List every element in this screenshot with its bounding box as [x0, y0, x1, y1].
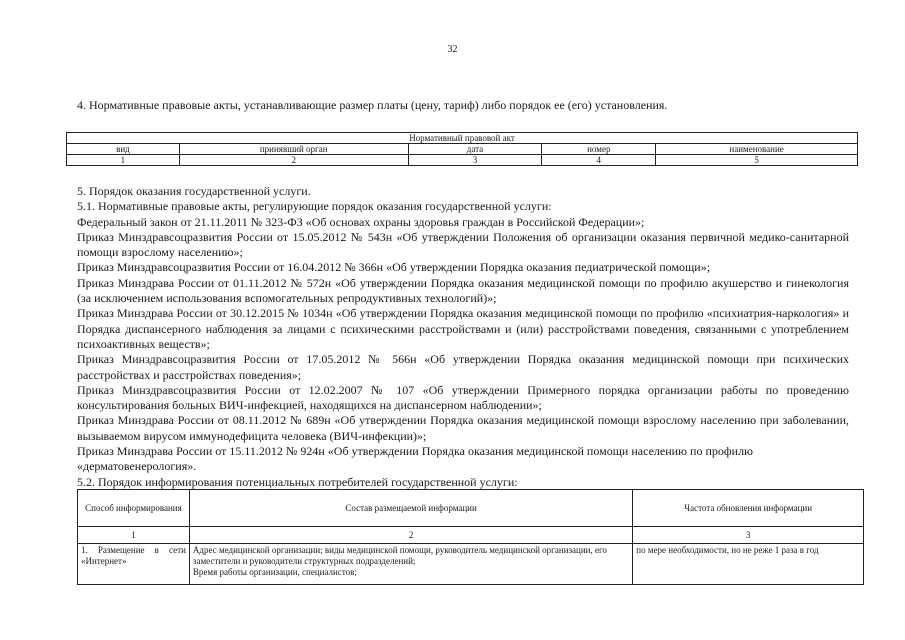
acts-table-number: 1 — [67, 155, 180, 166]
info-content-text-2: Время работы организации, специалистов; — [192, 567, 357, 577]
act-item: Приказ Минздравсоцразвития России от 15.05.2012 № 543н «Об утверждении Положения об организации оказания первичной медико-санитарной помощи взрослому населению»; — [77, 229, 849, 260]
acts-table — [66, 132, 858, 166]
act-item: Приказ Минздравсоцразвития России от 17.05.2012 № 566н «Об утверждении Порядка оказания медицинской помощи при психических расстройствах и расстройствах поведения»; — [77, 352, 849, 382]
table-row — [78, 544, 864, 585]
info-table-number: 2 — [189, 527, 632, 544]
info-content-text: Адрес медицинской организации; виды медицинской помощи, руководитель медицинской организации, его заместители и руководители структурных подразделений; — [192, 545, 607, 566]
act-item: Приказ Минздрава России от 15.11.2012 № 924н «Об утверждении Порядка оказания медицинской помощи населению по профилю «дерматовенерология». — [77, 444, 754, 474]
info-frequency-cell: по мере необходимости, но не реже 1 раза в год — [633, 544, 864, 585]
section5-heading: 5. Порядок оказания государственной услуги. — [77, 184, 311, 198]
acts-table-header: номер — [542, 144, 656, 155]
acts-table-header: наименование — [656, 144, 858, 155]
section4-heading: 4. Нормативные правовые акты, устанавливающие размер платы (цену, тариф) либо порядок ее (его) установления. — [77, 98, 668, 112]
page-number: 32 — [447, 44, 458, 55]
acts-table-header: принявший орган — [179, 144, 408, 155]
info-content-cell — [189, 544, 632, 585]
act-item: Федеральный закон от 21.11.2011 № 323-ФЗ «Об основах охраны здоровья граждан в Российской Федерации»; — [77, 214, 645, 229]
info-table-header: Способ информирования — [78, 490, 190, 527]
act-item: Приказ Минздрава России от 30.12.2015 № 1034н «Об утверждении Порядка оказания медицинской помощи по профилю «психиатрия-наркология» и Порядка диспансерного наблюдения за лицами с психическими расстройствами и (или) расстройствами поведения, связанными с употреблением психоактивных веществ»; — [77, 306, 849, 351]
section5-2-heading: 5.2. Порядок информирования потенциальных потребителей государственной услуги: — [77, 474, 518, 489]
info-table-number: 3 — [633, 527, 864, 544]
info-table-header: Состав размещаемой информации — [189, 490, 632, 527]
info-table-number: 1 — [78, 527, 190, 544]
acts-table-title: Нормативный правовой акт — [67, 133, 858, 144]
acts-table-header: дата — [408, 144, 542, 155]
info-table-header: Частота обновления информации — [633, 490, 864, 527]
acts-table-number: 4 — [542, 155, 656, 166]
act-item: Приказ Минздравсоцразвития России от 12.02.2007 № 107 «Об утверждении Примерного порядка организации работы по проведению консультирования больных ВИЧ-инфекцией, находящихся на диспансерном наблюдении»; — [77, 382, 849, 413]
act-item: Приказ Минздрава России от 01.11.2012 № 572н «Об утверждении Порядка оказания медицинской помощи по профилю акушерство и гинекология (за исключением использования вспомогательных репродуктивных технологий)»; — [77, 275, 849, 306]
act-item: Приказ Минздравсоцразвития России от 16.04.2012 № 366н «Об утверждении Порядка оказания педиатрической помощи»; — [77, 260, 711, 275]
acts-table-number: 2 — [179, 155, 408, 166]
info-method-cell: 1. Размещение в сети «Интернет» — [78, 544, 190, 585]
section5 — [77, 184, 849, 490]
section5-1-heading: 5.1. Нормативные правовые акты, регулирующие порядок оказания государственной услуги: — [77, 199, 552, 214]
acts-table-number: 5 — [656, 155, 858, 166]
info-table — [77, 489, 864, 585]
acts-table-number: 3 — [408, 155, 542, 166]
act-item: Приказ Минздрава России от 08.11.2012 № 689н «Об утверждении Порядка оказания медицинской помощи взрослому населению при заболевании, вызываемом вирусом иммунодефицита человека (ВИЧ-инфекции)»; — [77, 413, 849, 443]
acts-table-header: вид — [67, 144, 180, 155]
